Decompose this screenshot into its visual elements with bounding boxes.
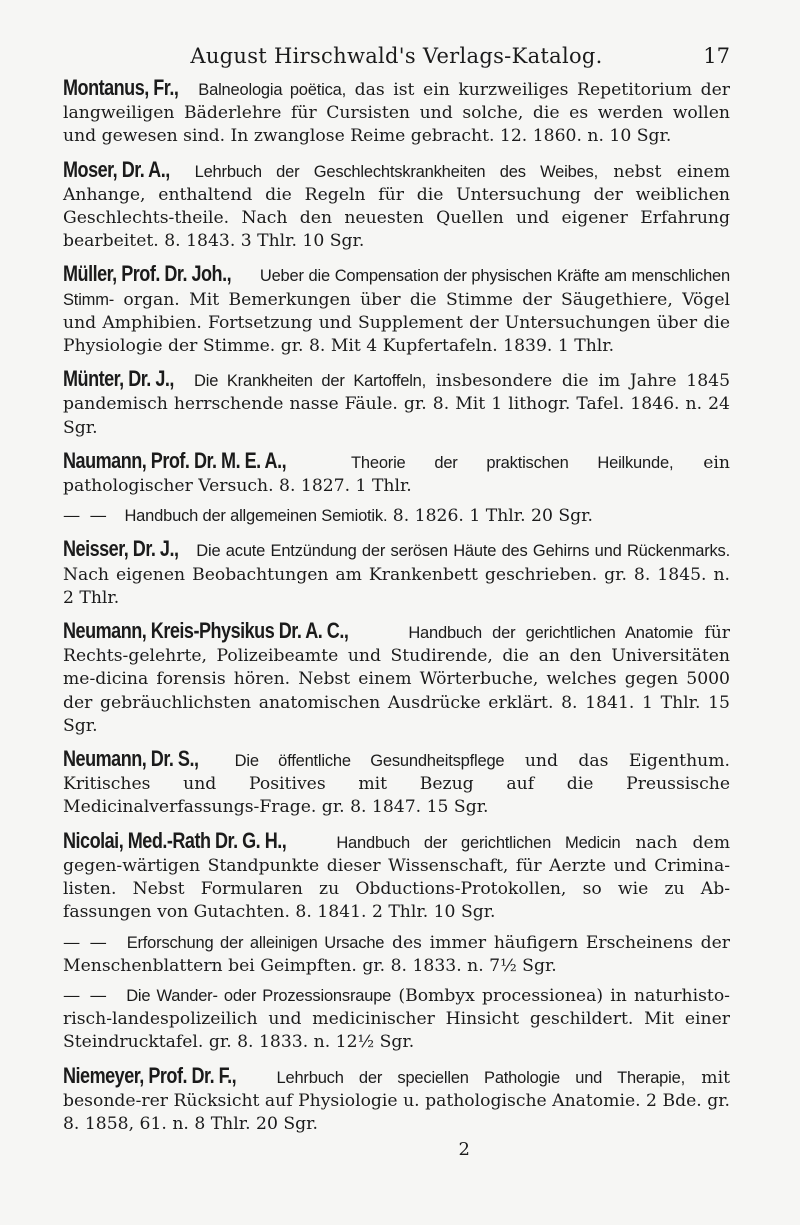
entry-title: Ueber die Compensation der physischen Kräfte am menschlichen Stimm- [63,267,731,309]
entry-author: Neisser, Dr. J., [63,536,179,562]
entry-description: Nach eigenen Beobachtungen am Krankenbett geschrieben. gr. 8. 1845. n. 2 Thlr. [63,564,730,608]
catalog-entry [63,985,730,1055]
entry-description: das ist ein kurzweiliges Repetitorium der langweiligen Bäderlehre für Cursisten und solche, die es werden wollen und gewesen sind. In zwanglose Reime gebracht. 12. 1860. n. 10 Sgr. [63,80,730,147]
ditto-dash: — — [63,506,109,527]
entry-title: Balneologia poëtica, [198,81,347,99]
catalog-entry [63,537,730,610]
entry-title: Lehrbuch der Geschlechtskrankheiten des Weibes, [194,162,598,181]
entry-description: ein pathologischer Versuch. 8. 1827. 1 Thlr. [63,452,730,497]
entry-title: Die öffentliche Gesundheitspflege [234,752,505,771]
catalog-entry [63,932,730,978]
entry-description: und das Eigenthum. Kritisches und Positives mit Bezug auf die Preussische Medicinalverfassungs-Frage. gr. 8. 1847. 15 Sgr. [63,751,730,818]
entry-title: Lehrbuch der speciellen Pathologie und Therapie, [276,1068,685,1087]
catalog-entries [63,76,730,1136]
entry-author: Niemeyer, Prof. Dr. F., [63,1062,237,1088]
entry-title: Die Krankheiten der Kartoffeln, [194,372,427,391]
entry-description: nach dem gegen-wärtigen Standpunkte dieser Wissenschaft, für Aerzte und Crimina-listen. Nebst Formularen zu Obductions-Protokollen, so wie zu Ab-fassungen von Gutachten. 8. 1841. 2 Thlr. 10 Sgr. [63,832,730,923]
entry-title: Theorie der praktischen Heilkunde, [350,453,674,472]
entry-title: Handbuch der gerichtlichen Medicin [336,833,621,852]
catalog-entry [63,1064,730,1137]
entry-author: Moser, Dr. A., [63,156,170,182]
catalog-entry [63,76,730,149]
entry-title: Handbuch der gerichtlichen Anatomie [408,624,694,643]
running-title: August Hirschwald's Verlags-Katalog. [190,44,603,68]
catalog-entry [63,449,730,498]
entry-title: Die Wander- oder Prozessionsraupe [126,986,392,1005]
entry-description: mit besonde-rer Rücksicht auf Physiologie u. pathologische Anatomie. 2 Bde. gr. 8. 1858, 61. n. 8 Thlr. 20 Sgr. [63,1067,730,1134]
catalog-entry [63,505,730,528]
signature-mark: 2 [458,1139,470,1161]
ditto-dash: — — [63,932,109,953]
entry-description: organ. Mit Bemerkungen über die Stimme der Säugethiere, Vögel und Amphibien. Fortsetzung und Supplement der Untersuchungen über die Physiologie der Stimme. gr. 8. Mit 4 Kupfertafeln. 1839. 1 Thlr. [63,289,730,357]
entry-author: Neumann, Kreis-Physikus Dr. A. C., [63,618,349,644]
page-number: 17 [703,44,730,68]
entry-description: (Bombyx processionea) in naturhisto-risch-landespolizeilich und medicinischer Hinsicht geschildert. Mit einer Steindrucktafel. gr. 8. 1833. n. 12½ Sgr. [63,985,730,1053]
entry-description: des immer häufigern Erscheinens der Menschenblattern bei Geimpften. gr. 8. 1833. n. 7½ Sgr. [63,932,730,976]
entry-title: Erforschung der alleinigen Ursache [126,933,385,952]
entry-author: Nicolai, Med.-Rath Dr. G. H., [63,827,287,853]
entry-title: Die acute Entzündung der serösen Häute des Gehirns und Rückenmarks. [196,542,730,561]
entry-description: nebst einem Anhange, enthaltend die Regeln für die Untersuchung der weiblichen Geschlechts-theile. Nach den neuesten Quellen und eigener Erfahrung bearbeitet. 8. 1843. 3 Thlr. 10 Sgr. [63,161,730,252]
entry-description: insbesondere die im Jahre 1845 pandemisch herrschende nasse Fäule. gr. 8. Mit 1 lithogr. Tafel. 1846. n. 24 Sgr. [63,371,731,438]
entry-author: Müller, Prof. Dr. Joh., [63,261,232,287]
entry-author: Naumann, Prof. Dr. M. E. A., [63,447,287,473]
catalog-entry [63,619,730,738]
entry-author: Montanus, Fr., [63,75,179,100]
ditto-dash: — — [63,985,109,1006]
entry-description: 8. 1826. 1 Thlr. 20 Sgr. [392,506,593,527]
catalog-entry [63,747,730,820]
catalog-entry [63,829,730,925]
entry-author: Neumann, Dr. S., [63,746,199,772]
entry-author: Münter, Dr. J., [63,366,174,392]
running-head [63,44,730,72]
catalog-entry [63,158,730,254]
catalog-entry [63,367,730,440]
entry-title: Handbuch der allgemeinen Semiotik. [124,507,388,526]
entry-description: für Rechts-gelehrte, Polizeibeamte und Studirende, die an den Universitäten me-dicina forensis hören. Nebst einem Wörterbuche, welches gegen 5000 der gebräuchlichsten anatomischen Ausdrücke erklärt. 8. 1841. 1 Thlr. 15 Sgr. [63,623,730,736]
catalog-entry [63,262,730,358]
